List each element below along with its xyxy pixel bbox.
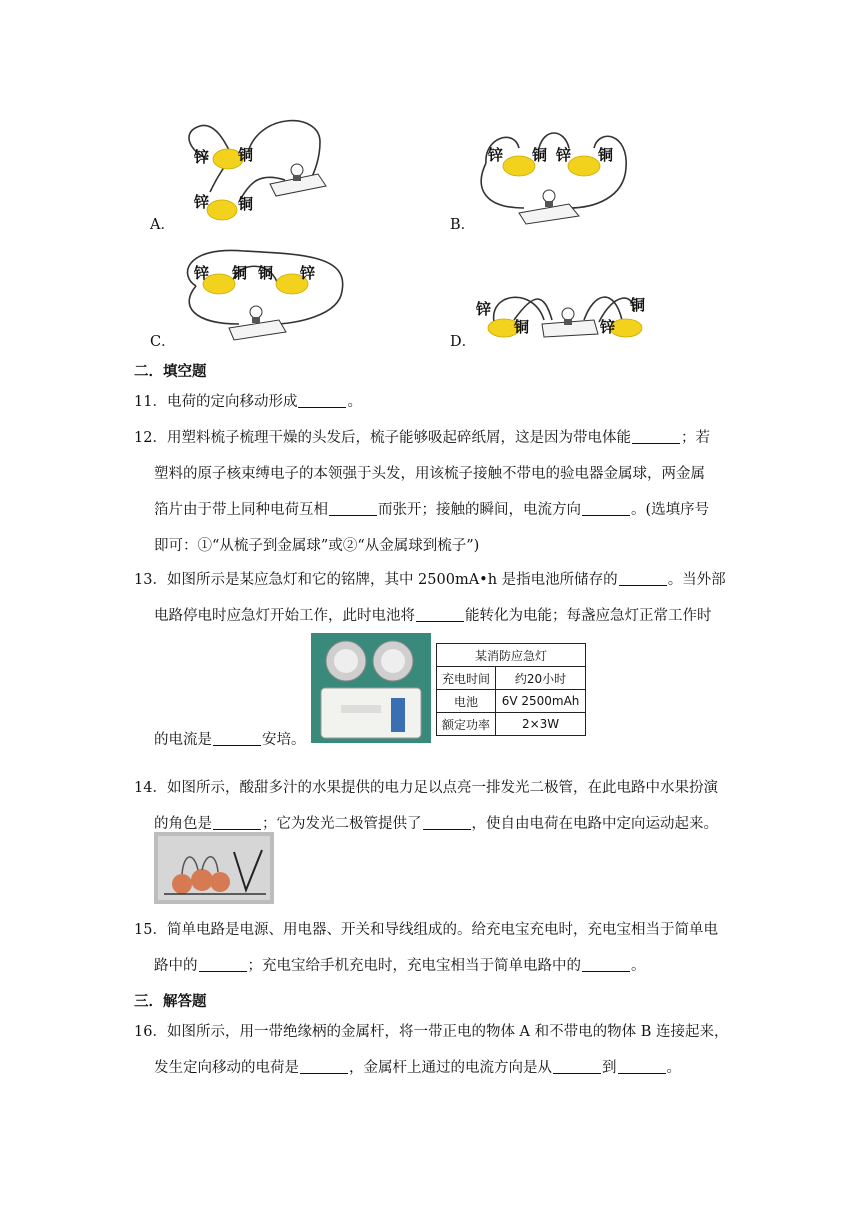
answer-blank[interactable]	[582, 957, 630, 972]
question-14: 14．如图所示，酸甜多汁的水果提供的电力足以点亮一排发光二极管，在此电路中水果扮演 的角色是 ；它为发光二极管提供了 ，使自由电荷在电路中定向运动起来。	[134, 780, 718, 832]
svg-text:铜: 铜	[598, 146, 614, 164]
answer-blank[interactable]	[632, 429, 680, 444]
nameplate-key: 电池	[437, 690, 496, 713]
figure-option-b	[474, 128, 634, 228]
fruit-battery-photo	[154, 832, 274, 904]
question-13-cont: 的电流是 安培。	[154, 732, 306, 748]
svg-text:锌: 锌	[600, 318, 616, 336]
nameplate-value: 6V 2500mAh	[496, 690, 586, 713]
question-16: 16．如图所示，用一带绝缘柄的金属杆，将一带正电的物体 A 和不带电的物体 B 连接起来， 发生定向移动的电荷是 ，金属杆上通过的电流方向是从 到 。	[134, 1024, 729, 1076]
svg-text:锌: 锌	[476, 300, 492, 318]
svg-text:锌: 锌	[300, 264, 316, 282]
figure-option-a	[170, 112, 330, 222]
option-c-label: C．	[150, 334, 176, 350]
answer-blank[interactable]	[199, 957, 247, 972]
answer-blank[interactable]	[423, 815, 471, 830]
svg-text:锌: 锌	[488, 146, 504, 164]
section-answer-title: 三．解答题	[134, 994, 207, 1010]
answer-blank[interactable]	[329, 501, 377, 516]
answer-blank[interactable]	[213, 731, 261, 746]
nameplate-key: 额定功率	[437, 713, 496, 736]
answer-blank[interactable]	[619, 571, 667, 586]
svg-text:铜: 铜	[232, 264, 248, 282]
answer-blank[interactable]	[298, 393, 346, 408]
answer-blank[interactable]	[618, 1059, 666, 1074]
svg-text:铜: 铜	[630, 296, 646, 314]
answer-blank[interactable]	[416, 607, 464, 622]
answer-blank[interactable]	[213, 815, 261, 830]
question-13: 13．如图所示是某应急灯和它的铭牌，其中 2500mA•h 是指电池所储存的 。当外部 电路停电时应急灯开始工作，此时电池将 能转化为电能；每盏应急灯正常工作时	[134, 572, 726, 624]
section-fill-in-title: 二．填空题	[134, 364, 207, 380]
question-12: 12．用塑料梳子梳理干燥的头发后，梳子能够吸起碎纸屑，这是因为带电体能 ；若 塑料的原子核束缚电子的本领强于头发，用该梳子接触不带电的验电器金属球，两金属 箔片由于带上同种电荷互相 而张开；接触的瞬间，电流方向 。(选填序号 即可：①“从梳子到金属球”或②“从金属球到梳子”)	[134, 430, 710, 554]
nameplate-key: 充电时间	[437, 667, 496, 690]
svg-text:锌: 锌	[194, 193, 210, 211]
svg-text:锌: 锌	[194, 148, 210, 166]
figure-option-d	[474, 282, 654, 342]
nameplate-title: 某消防应急灯	[437, 644, 586, 667]
svg-text:铜: 铜	[514, 318, 530, 336]
answer-blank[interactable]	[300, 1059, 348, 1074]
nameplate-value: 约20小时	[496, 667, 586, 690]
option-a-label: A．	[150, 217, 175, 233]
question-11: 11．电荷的定向移动形成 。	[134, 394, 362, 410]
nameplate-value: 2×3W	[496, 713, 586, 736]
svg-text:铜: 铜	[238, 195, 254, 213]
figure-option-c	[174, 246, 350, 342]
option-b-label: B．	[450, 217, 476, 233]
question-15: 15．简单电路是电源、用电器、开关和导线组成的。给充电宝充电时，充电宝相当于简单电 路中的 ；充电宝给手机充电时，充电宝相当于简单电路中的 。	[134, 922, 718, 974]
svg-text:铜: 铜	[258, 264, 274, 282]
answer-blank[interactable]	[582, 501, 630, 516]
svg-text:铜: 铜	[238, 146, 254, 164]
answer-blank[interactable]	[553, 1059, 601, 1074]
option-d-label: D．	[450, 334, 477, 350]
svg-text:铜: 铜	[532, 146, 548, 164]
svg-text:锌: 锌	[194, 264, 210, 282]
svg-text:锌: 锌	[556, 146, 572, 164]
